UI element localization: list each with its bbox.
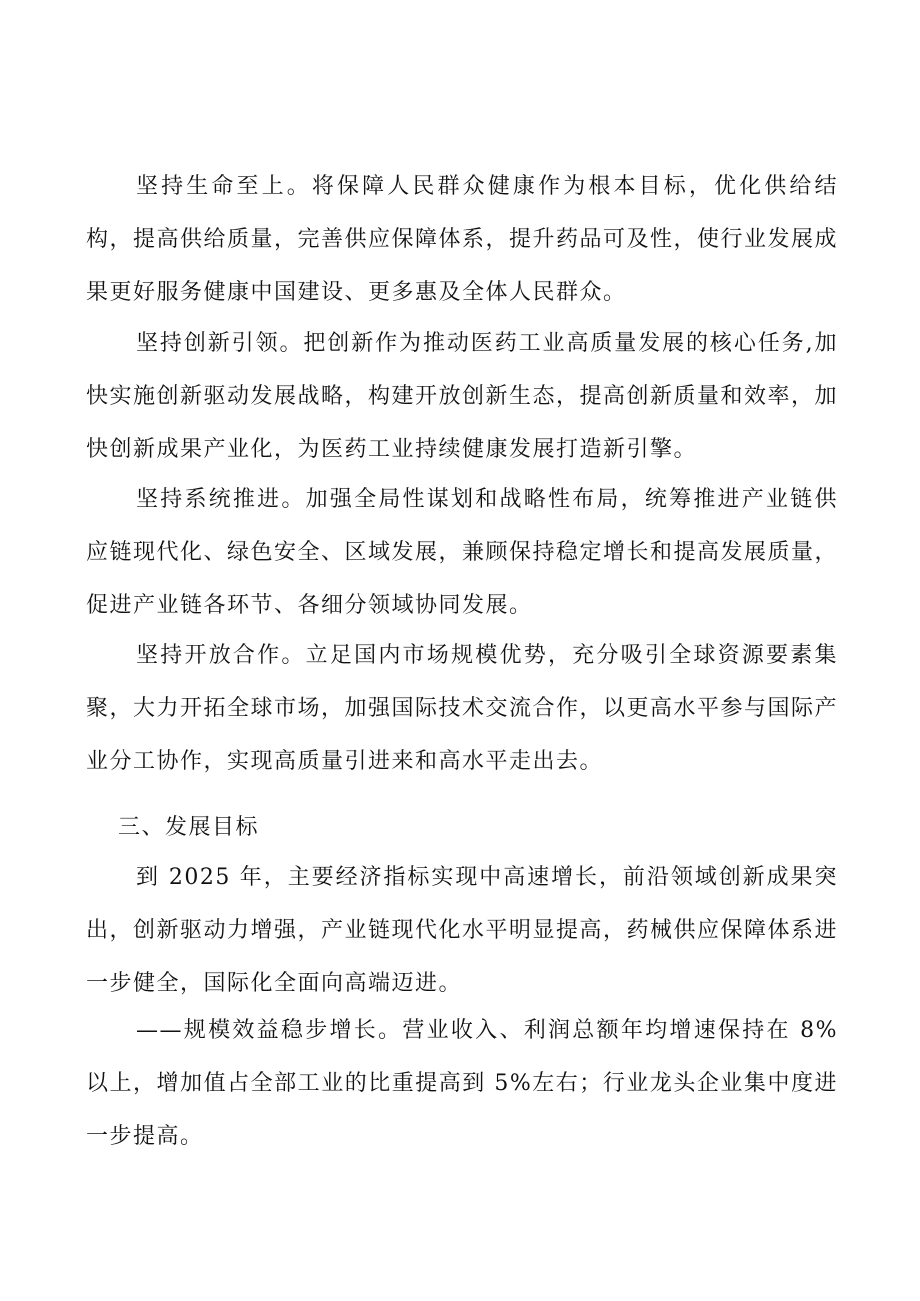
principle-paragraph-systematic: 坚持系统推进。加强全局性谋划和战略性布局，统筹推进产业链供应链现代化、绿色安全、区域发展，兼顾保持稳定增长和提高发展质量，促进产业链各环节、各细分领域协同发展。	[86, 487, 839, 618]
principle-paragraph-life-first: 坚持生命至上。将保障人民群众健康作为根本目标，优化供给结构，提高供给质量，完善供应保障体系，提升药品可及性，使行业发展成果更好服务健康中国建设、更多惠及全体人民群众。	[86, 174, 839, 305]
principle-paragraph-innovation: 坚持创新引领。把创新作为推动医药工业高质量发展的核心任务,加快实施创新驱动发展战略，构建开放创新生态，提高创新质量和效率，加快创新成果产业化，为医药工业持续健康发展打造新引擎。	[86, 331, 839, 462]
goal-paragraph-2025: 到 2025 年，主要经济指标实现中高速增长，前沿领域创新成果突出，创新驱动力增强，产业链现代化水平明显提高，药械供应保障体系进一步健全，国际化全面向高端迈进。	[86, 865, 839, 996]
principle-paragraph-openness: 坚持开放合作。立足国内市场规模优势，充分吸引全球资源要素集聚，大力开拓全球市场，加强国际技术交流合作，以更高水平参与国际产业分工协作，实现高质量引进来和高水平走出去。	[86, 643, 839, 774]
goal-paragraph-scale-benefit: ——规模效益稳步增长。营业收入、利润总额年均增速保持在 8%以上，增加值占全部工业的比重提高到 5%左右；行业龙头企业集中度进一步提高。	[86, 1018, 838, 1149]
section-heading-development-goals: 三、发展目标	[118, 815, 260, 840]
